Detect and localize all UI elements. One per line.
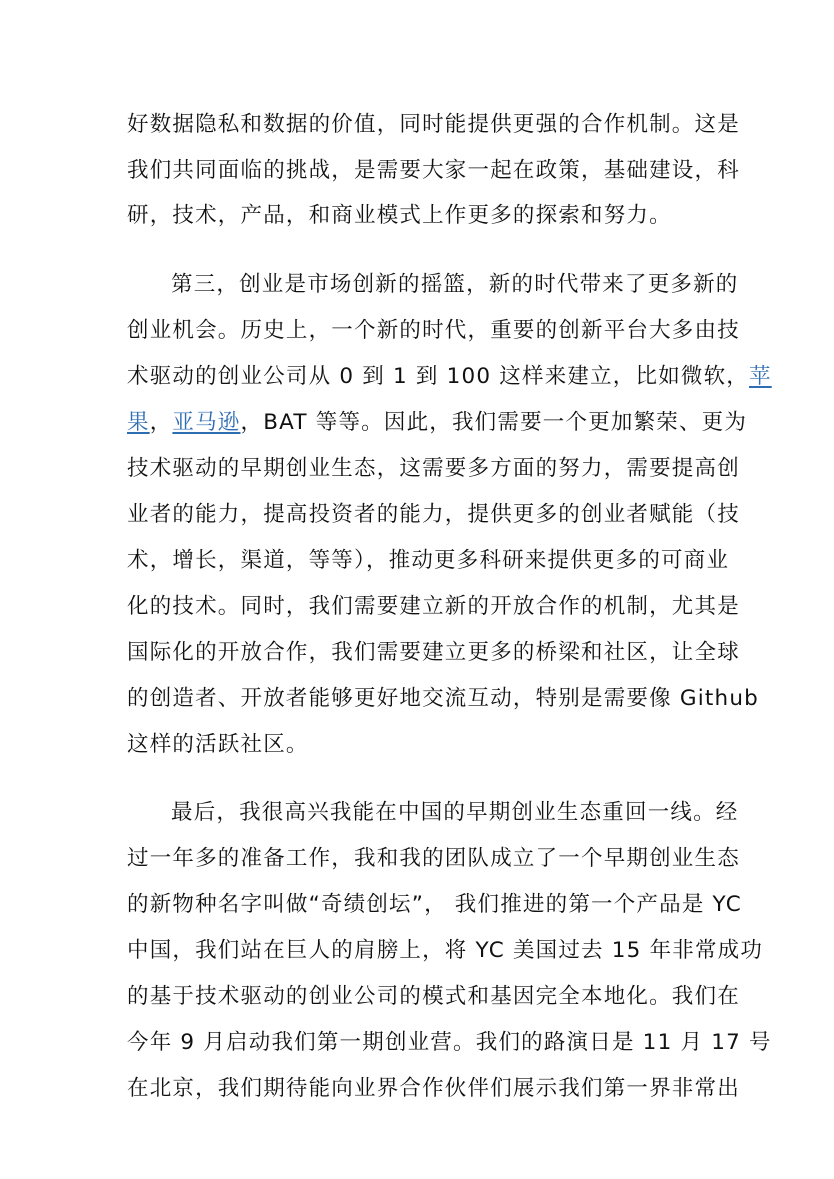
paragraph-3-line-4: 中国，我们站在巨人的肩膀上，将 YC 美国过去 15 年非常成功	[127, 938, 764, 963]
paragraph-2-line-7: 术，增长，渠道，等等），推动更多科研来提供更多的可商业	[127, 548, 730, 573]
paragraph-3-line-7: 在北京，我们期待能向业界合作伙伴们展示我们第一界非常出	[127, 1076, 740, 1101]
paragraph-3-line-1: 最后，我很高兴我能在中国的早期创业生态重回一线。经	[171, 800, 739, 825]
paragraph-1-line-2: 我们共同面临的挑战，是需要大家一起在政策，基础建设，科	[127, 158, 740, 183]
paragraph-2-line-6: 业者的能力，提高投资者的能力，提供更多的创业者赋能（技	[127, 502, 740, 527]
paragraph-3-line-3: 的新物种名字叫做“奇绩创坛”， 我们推进的第一个产品是 YC	[127, 892, 742, 917]
paragraph-2-line-10: 的创造者、开放者能够更好地交流互动，特别是需要像 Github	[127, 686, 760, 711]
paragraph-2-line-2: 创业机会。历史上，一个新的时代，重要的创新平台大多由技	[127, 318, 740, 343]
paragraph-1-line-3: 研，技术，产品，和商业模式上作更多的探索和努力。	[127, 203, 672, 228]
paragraph-3-line-2: 过一年多的准备工作，我和我的团队成立了一个早期创业生态	[127, 846, 740, 871]
link-apple-part-1[interactable]: 苹	[749, 364, 772, 389]
paragraph-2-line-3	[127, 362, 772, 392]
paragraph-2-line-5: 技术驱动的早期创业生态，这需要多方面的努力，需要提高创	[127, 456, 740, 481]
paragraph-3-line-6: 今年 9 月启动我们第一期创业营。我们的路演日是 11 月 17 号	[127, 1030, 772, 1055]
paragraph-2-line-11: 这样的活跃社区。	[127, 732, 309, 757]
paragraph-2-line-8: 化的技术。同时，我们需要建立新的开放合作的机制，尤其是	[127, 594, 740, 619]
paragraph-3-line-5: 的基于技术驱动的创业公司的模式和基因完全本地化。我们在	[127, 984, 740, 1009]
paragraph-2-line-1: 第三，创业是市场创新的摇篮，新的时代带来了更多新的	[171, 272, 739, 297]
link-separator: ，	[149, 410, 173, 435]
paragraph-1-line-1: 好数据隐私和数据的价值，同时能提供更强的合作机制。这是	[127, 112, 740, 137]
link-amazon[interactable]: 亚马逊	[172, 410, 241, 435]
link-apple-part-2[interactable]: 果	[127, 410, 150, 435]
paragraph-2-line-9: 国际化的开放合作，我们需要建立更多的桥梁和社区，让全球	[127, 640, 740, 665]
paragraph-2-line-4-text: ，BAT 等等。因此，我们需要一个更加繁荣、更为	[240, 410, 748, 435]
paragraph-2-line-3-text: 术驱动的创业公司从 0 到 1 到 100 这样来建立，比如微软，	[127, 364, 750, 389]
paragraph-2-line-4	[127, 408, 748, 438]
